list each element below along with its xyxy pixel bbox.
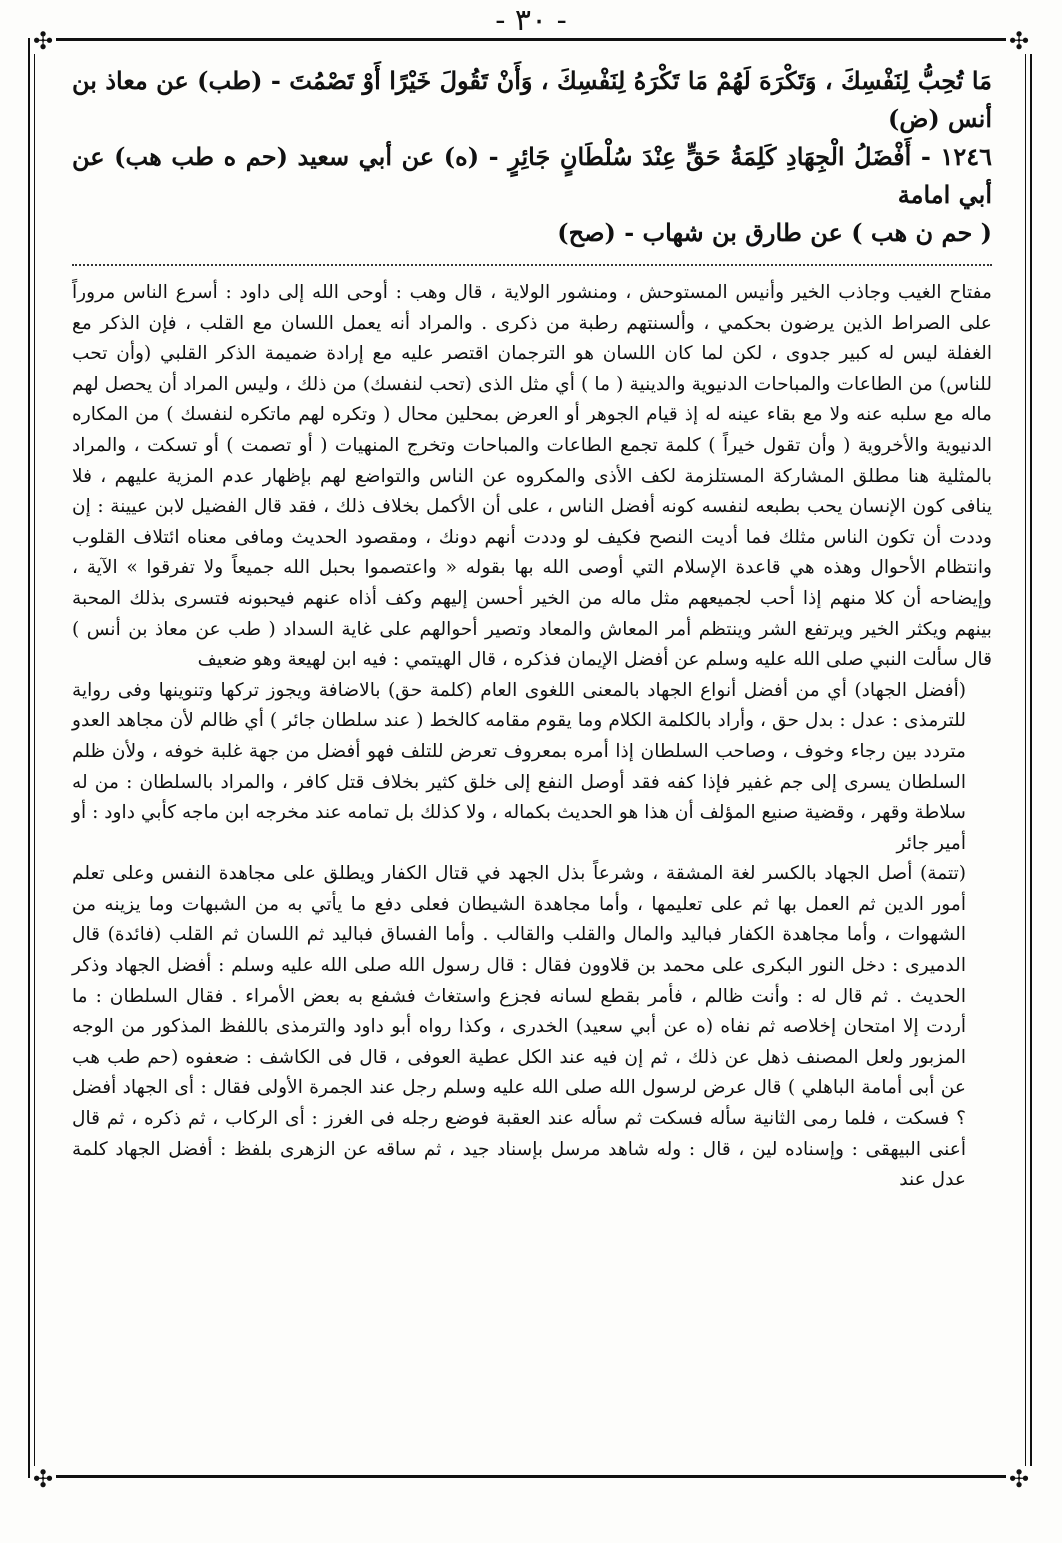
commentary-paragraph: مفتاح الغيب وجاذب الخير وأنيس المستوحش ، ومنشور الولاية ، قال وهب : أوحى الله إلى داود : أسرع الناس مروراً على الصراط الذين يرضون بحكمي ، وألسنتهم رطبة من ذكرى . والمراد أنه يعمل اللسان مع القلب ، فإن الذكر مع الغفلة ليس له كبير جدوى ، لكن لما كان اللسان هو الترجمان اقتصر عليه مع إرادة ضميمة الذكر القلبي (وأن تحب للناس) من الطاعات والمباحات الدنيوية والدينية ( ما ) أي مثل الذى (تحب لنفسك) من ذلك ، وليس المراد أن يحصل لهم ماله مع سلبه عنه ولا مع بقاء عينه له إذ قيام الجوهر أو العرض بمحلين محال ( وتكره لهم ماتكره لنفسك ) من المكاره الدنيوية والأخروية ( وأن تقول خيراً ) كلمة تجمع الطاعات والمباحات وتخرج المنهيات ( أو تصمت ) أو تسكت ، والمراد بالمثلية هنا مطلق المشاركة المستلزمة لكف الأذى والمكروه عن الناس والتواضع لهم بإظهار عدم المزية عليهم ، فلا ينافى كون الإنسان يحب بطبعه لنفسه كونه أفضل الناس ، على أن الأكمل بخلاف ذلك ، فقد قال الفضيل لابن عيينة : إن وددت أن تكون الناس مثلك فما أديت النصح فكيف لو وددت أنهم دونك ، ومقصود الحديث ومافى معناه ائتلاف القلوب وانتظام الأحوال وهذه هي قاعدة الإسلام التي أوصى الله بها بقوله « واعتصموا بحبل الله جميعاً ولا تفرقوا » الآية ، وإيضاحه أن كلا منهم إذا أحب لجميعهم مثل ماله من الخير أحسن إليهم وكف أذاه عنهم فيحبونه فتسرى بذلك المحبة بينهم ويكثر الخير ويرتفع الشر وينتظم أمر المعاش والمعاد وتصير أحوالهم على غاية السداد ( طب عن معاذ بن أنس ) قال سألت النبي صلى الله عليه وسلم عن أفضل الإيمان فذكره ، قال الهيتمي : فيه ابن لهيعة وهو ضعيف [72, 282, 992, 671]
corner-ornament-icon: ✣ [30, 1466, 56, 1492]
hadith-line: مَا تُحِبُّ لِنَفْسِكَ ، وَتَكْرَهَ لَهُمْ مَا تَكْرَهُ لِنَفْسِكَ ، وَأَنْ تَقُولَ خَيْرًا أَوْ تَصْمُتَ - (طب) عن معاذ بن أنس (ض) [72, 66, 993, 133]
dotted-divider [72, 264, 992, 266]
commentary-block [72, 278, 992, 1196]
page-number: - ٣٠ - [495, 3, 567, 38]
hadith-line: ١٢٤٦ - أَفْضَلُ الْجِهَادِ كَلِمَةُ حَقٍّ عِنْدَ سُلْطَانٍ جَائِرٍ - (ه) عن أبي سعيد (حم ه طب هب) عن أبي امامة [72, 142, 992, 209]
corner-ornament-icon: ✣ [1006, 28, 1032, 54]
commentary-paragraph: (تتمة) أصل الجهاد بالكسر لغة المشقة ، وشرعاً بذل الجهد في قتال الكفار ويطلق على مجاهدة النفس وعلى تعلم أمور الدين ثم العمل بها ثم على تعليمها ، وأما مجاهدة الشيطان فعلى دفع ما يأتي به من الشبهات وما يزينه من الشهوات ، وأما مجاهدة الكفار فباليد والمال والقلب والقالب . وأما الفساق فباليد ثم اللسان ثم القلب (فائدة) قال الدميرى : دخل النور البكرى على محمد بن قلاوون فقال : قال رسول الله صلى الله عليه وسلم : أفضل الجهاد وذكر الحديث . ثم قال له : وأنت ظالم ، فأمر بقطع لسانه فجزع واستغاث فشفع به بعض الأمراء . فقال السلطان : ما أردت إلا امتحان إخلاصه ثم نفاه (ه عن أبي سعيد) الخدرى ، وكذا رواه أبو داود والترمذى باللفظ المذكور من الوجه المزبور ولعل المصنف ذهل عن ذلك ، ثم إن فيه عند الكل عطية العوفى ، قال فى الكاشف : ضعفوه (حم طب هب عن أبى أمامة الباهلي ) قال عرض لرسول الله صلى الله عليه وسلم رجل عند الجمرة الأولى فقال : أى الجهاد أفضل ؟ فسكت ، فلما رمى الثانية سأله فسكت ثم سأله عند العقبة فوضع رجله فى الغرز : أى الركاب ، ثم ذكره ، ثم قال أعنى البيهقى : وإسناده لين ، قال : وله شاهد مرسل بإسناد جيد ، ثم ساقه عن الزهرى بلفظ : أفضل الجهاد كلمة عدل عند [72, 863, 966, 1191]
hadith-text-block [72, 62, 992, 252]
corner-ornament-icon: ✣ [1006, 1466, 1032, 1492]
hadith-line: ( حم ن هب ) عن طارق بن شهاب - (صح) [557, 218, 992, 247]
page-content [72, 62, 992, 1196]
corner-ornament-icon: ✣ [30, 28, 56, 54]
commentary-paragraph: (أفضل الجهاد) أي من أفضل أنواع الجهاد بالمعنى اللغوى العام (كلمة حق) بالاضافة ويجوز تركها وتنوينها وفى رواية للترمذى : عدل : بدل حق ، وأراد بالكلمة الكلام وما يقوم مقامه كالخط ( عند سلطان جائر ) أي ظالم لأن مجاهد العدو متردد بين رجاء وخوف ، وصاحب السلطان إذا أمره بمعروف تعرض للتلف فهو أفضل من جهة غلبة خوفه ، ولأن ظلم السلطان يسرى إلى جم غفير فإذا كفه فقد أوصل النفع إلى خلق كثير بخلاف قتل كافر ، والمراد بالسلطان : من له سلاطة وقهر ، وقضية صنيع المؤلف أن هذا هو الحديث بكماله ، ولا كذلك بل تمامه عند مخرجه ابن ماجه كأبي داود : أو أمير جائر [72, 679, 966, 854]
